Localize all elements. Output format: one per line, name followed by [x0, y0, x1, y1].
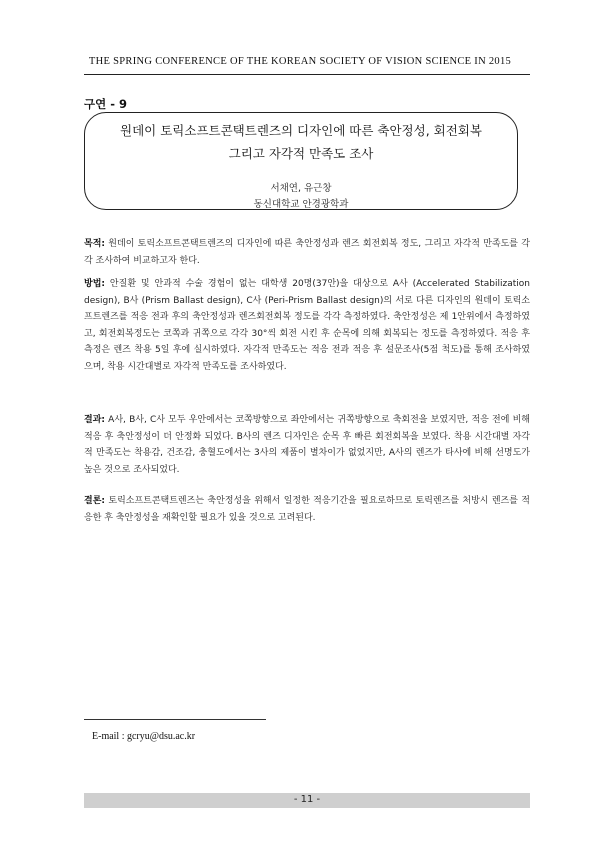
abstract-results: [84, 412, 530, 478]
paper-title-line1: 원데이 토릭소프트콘택트렌즈의 디자인에 따른 축안정성, 회전회복: [120, 123, 482, 138]
authors: 서채연, 유근창: [270, 183, 332, 194]
header-divider: [84, 74, 530, 75]
affiliation: 동신대학교 안경광학과: [253, 199, 349, 210]
methods-label: 방법:: [84, 279, 105, 289]
abstract-conclusion: [84, 493, 530, 526]
results-text: A사, B사, C사 모두 우안에서는 코쪽방향으로 좌안에서는 귀쪽방향으로 축회전을 보였지만, 적응 전에 비해 적응 후 축안정성이 더 안정화 되었다. B사의 렌즈 디자인은 순목 후 빠른 회전회복을 보였다. 착용 시간대별 자각적 만족도는 착용감, 건조감, 충혈도에서는 3사의 제품이 별차이가 없었지만, A사의 렌즈가 타사에 비해 선명도가 높은 것으로 조사되었다.: [84, 415, 530, 475]
paper-title-line2: 그리고 자각적 만족도 조사: [228, 146, 374, 161]
conclusion-text: 토릭소프트콘택트렌즈는 축안정성을 위해서 일정한 적응기간을 필요로하므로 토릭렌즈를 처방시 렌즈를 적응한 후 축안정성을 재확인할 필요가 있을 것으로 고려된다.: [84, 496, 530, 523]
purpose-text: 원데이 토릭소프트콘택트렌즈의 디자인에 따른 축안정성과 렌즈 회전회복 정도, 그리고 자각적 만족도를 각각 조사하여 비교하고자 한다.: [84, 239, 530, 266]
conclusion-label: 결론:: [84, 496, 105, 506]
page-number: - 11 -: [293, 794, 321, 805]
abstract-purpose: [84, 236, 530, 269]
conference-header: THE SPRING CONFERENCE OF THE KOREAN SOCIETY OF VISION SCIENCE IN 2015: [88, 56, 512, 67]
section-label: 구연 - 9: [84, 97, 127, 111]
abstract-methods: [84, 276, 530, 375]
footnote-divider: [84, 719, 266, 720]
results-label: 결과:: [84, 415, 105, 425]
footnote-email: E-mail : gcryu@dsu.ac.kr: [92, 731, 196, 742]
purpose-label: 목적:: [84, 239, 105, 249]
methods-text: 안질환 및 안과적 수술 경험이 없는 대학생 20명(37안)을 대상으로 A사 (Accelerated Stabilization design), B사 (Prism Ballast design), C사 (Peri-Prism Ballast design)의 서로 다른 디자인의 원데이 토릭소프트렌즈를 적응 전과 후의 축안정성과 렌즈회전회복 정도를 각각 측정하였다. 축안정성은 제 1안위에서 측정하였고, 회전회복정도는 코쪽과 귀쪽으로 각각 30°씩 회전 시킨 후 순목에 의해 회복되는 정도를 측정하였다. 적응 후 측정은 렌즈 착용 5일 후에 실시하였다. 자각적 만족도는 적응 전과 적응 후 설문조사(5점 척도)를 통해 조사하였으며, 착용 시간대별로 자각적 만족도를 조사하였다.: [84, 279, 530, 372]
